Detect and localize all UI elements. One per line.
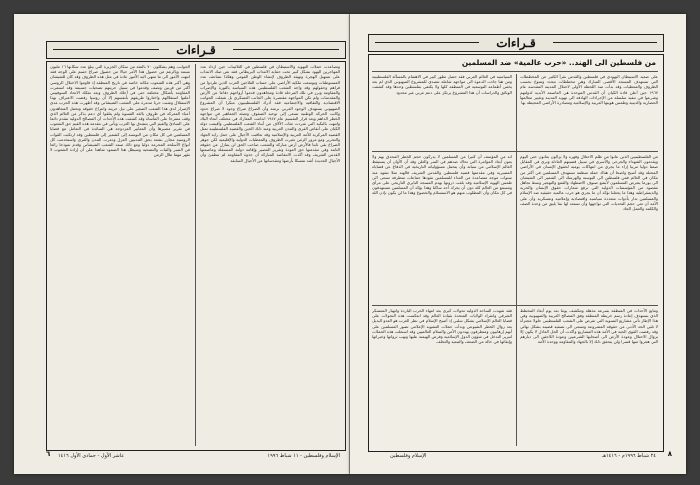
column-divider (195, 64, 196, 446)
article-text: فقد شهدت الساحة الدولية تحولات كبرى بعد انتهاء الحرب الباردة وانهيار المعسكر الشرقي وانفراد الولايات المتحدة بقيادة العالم وقد انعكست هذه التحولات على قضايا العالم الإسلامي بشكل سلبي إذ أصبح الإسلام في نظر الغرب هو العدو البديل بعد زوال الخطر الشيوعي وبدأت حملات التشويه الإعلامي تصور المسلمين على أنهم إرهابيون ومتطرفون يهددون الأمن والسلام العالميين وقد استغلت هذه الحملات لتبرير التدخل في شؤون الدول الإسلامية وفرض الهيمنة عليها ونهب ثرواتها وخيراتها وإبقائها في حالة من الضعف والتبعية والتخلف (372, 308, 512, 345)
left-page-footer-right: الإسلام وفلسطين - ١١ شباط ١٩٩٦ (267, 453, 340, 459)
section-divider (372, 151, 658, 152)
left-page-column-right (200, 64, 340, 446)
headline-underline (372, 71, 658, 72)
left-page-number: ٦ (46, 450, 51, 458)
right-page-top-right-column (520, 74, 658, 148)
right-page-footer-right: ٢٤ شباط ١٩٩٦م - ١٤١٦هـ (601, 453, 656, 459)
left-page-footer-left: عاشر الأول - جمادى الأول ١٤١٦ (58, 453, 125, 459)
right-page (350, 14, 686, 474)
right-page-bottom-left-column (372, 308, 512, 446)
right-page-mid-right-column (520, 154, 658, 302)
article-text: على صعيد الاستيطان اليهودي في فلسطين والقدس نقرأ الكثير عن المخططات التي تستهدف المسجد الأقصى المبارك وهي مخططات تتجدد وتتنوع بحسب الظروف والمعطيات وقد بدأت منذ اللحظة الأولى لاحتلال المدينة المقدسة عام ١٩٦٧ حين أعلن قادة الكيان أن القدس الموحدة هي العاصمة الأبدية لدولتهم وشرعوا في تنفيذ سلسلة من الإجراءات الهادفة الى تهويد المدينة وتغيير معالمها الحضارية والدينية وطمس هويتها العربية والإسلامية ومصادرة الأراضي المحيطة بها (520, 74, 658, 106)
right-page-mid-left-column (372, 154, 512, 302)
left-page-header (46, 41, 346, 59)
article-text: وتصاعدت حملات التهويد والاستيطان في فلسطين في الثلاثينات حين ازداد عدد المهاجرين اليهود بشكل كبير تحت حماية الانتداب البريطاني فقد نص صك الانتداب على تسهيل الهجرة وتهيئة الظروف لإنشاء الوطن القومي وهكذا تضاعف عدد المستوطنات وتوسعت ملكية الأراضي على حساب الفلاحين العرب الذين طردوا من قراهم وحقولهم وقد واجه الشعب الفلسطيني هذه السياسة بالثورة والإضراب والمقاومة وبرز في تلك المرحلة قادة ومجاهدون قدموا أرواحهم دفاعا عن الأرض والمقدسات ولم تكن المواجهة مقتصرة على الجانب العسكري بل شملت الجوانب الاقتصادية والثقافية والاجتماعية فقد أدرك الفلسطينيون مبكرا أن المشروع الصهيوني يستهدف الوجود العربي برمته وأن الصراع صراع وجود لا صراع حدود وكانت الحركة الوطنية تسعى إلى توحيد الصفوف وتعبئة الجماهير في مواجهة الخطر الداهم وبعد قرار التقسيم عام ١٩٤٧ اندلعت المعارك في مختلف أنحاء البلاد وانتهت بالنكبة التي شردت مئات الآلاف من أبناء الشعب الفلسطيني وأقيمت دولة الكيان على أنقاض القرى والمدن العربية ومنذ ذلك الحين والقضية الفلسطينية تمثل القضية المركزية للأمة العربية والإسلامية وقد تعاقبت الأجيال على حمل راية الجهاد والتحرير ومع مرور الزمن تغيرت الظروف والمعطيات الدولية والإقليمية لكن جوهر الصراع بقي ثابتا فالأرض أرض مباركة والشعب صاحب الحق لن يتنازل عن حقوقه الثابتة وفي مقدمتها حق العودة وتقرير المصير وإقامة دولته المستقلة وعاصمتها القدس الشريف وقد أكدت الانتفاضة المباركة أن جذوة المقاومة لم تنطفئ وأن الأجيال الجديدة أشد تمسكا بأرضها ومقدساتها من الأجيال السابقة (200, 64, 340, 163)
right-page-footer-left: الإسلام وفلسطين (390, 453, 427, 459)
article-text: وتتابع الأحداث في المنطقة بسرعة مذهلة وتتكشف يوما بعد يوم أبعاد المخطط الذي يستهدف إعادة رسم خريطة المنطقة وفق المصالح الغربية والصهيونية وفي هذا الإطار تأتي مشاريع التسوية التي تفرض على الشعب الفلسطيني حلولا مجتزأة لا تلبي الحد الأدنى من حقوقه المشروعة وتسعى الى تصفية قضيته بشكل نهائي وقد رفضت القوى الحية في الأمة هذه المشاريع وأكدت أن الحل العادل لا يكون إلا بزوال الاحتلال وعودة الأرض الى أصحابها الشرعيين وعودة اللاجئين الى ديارهم التي هجروا منها قسرا ولن يتحقق ذلك إلا بالجهاد والمقاومة ووحدة الأمة (520, 308, 658, 345)
article-headline: من فلسطين الى الهند.. «حرب عالمية» ضد المسلمين (461, 58, 656, 67)
column-divider (516, 74, 517, 446)
right-page-header (368, 34, 664, 52)
section-divider (372, 305, 658, 306)
right-page-title: قـراءات (496, 36, 536, 50)
article-text: من الفلسطينيين الذين عانوا من ظلم الاحتلال وقهره ولا يزالون يعانون حتى اليوم ويقدمون الشهداء والجرحى والأسرى في سبيل قضيتهم العادلة ونرى في المقابل صمتا دوليا مريبا إزاء ما يجري من انتهاكات يومية لحقوق الإنسان في الأراضي المحتلة وقد أصبح واضحا أن هناك حملة منظمة تستهدف المسلمين في أكثر من مكان في العالم فمن فلسطين الى البوسنة والهرسك الى كشمير الى الشيشان الى بورما يتعرض المسلمون لأبشع صنوف الاضطهاد والقمع والتهجير وسط تجاهل مقصود من المؤسسات الدولية التي ترفع شعارات حقوق الإنسان والحرية والديمقراطية وهذا ما يجعلنا نؤكد أن ما يجري هو حرب عالمية حقيقية ضد الإسلام والمسلمين تدار بأدوات متعددة سياسية واقتصادية وإعلامية وعسكرية وأن على الأمة أن تعي حجم التحديات التي تواجهها وأن تستعد لها بما يليق من وحدة الصف والكلمة والعمل الجاد (520, 154, 658, 212)
right-page-number: ٨ (667, 450, 672, 458)
right-page-top-left-column (372, 74, 512, 148)
left-page-column-left (50, 64, 190, 446)
left-page-title: قـراءات (176, 43, 216, 57)
article-text: الجوانب وهم يشكلون ٧٠ بالمئة من سكان الجزيرة التي يبلغ عدد سكانها ١٦ مليون نسمة وبالرغم من حصول هذا الأمر حيالا من حصول صراع حسم على الوجه فقد انتهت الأمور الى ما تنتهي اليه الأمور عادة في مثل هذه الظروف وقد كان للشيشان وهي أكبر هذه الشعوب مكانة خاصة في تاريخ المنطقة إذ قاوموا الاحتلال الروسي أكثر من قرنين ونصف وقدموا في سبيل حريتهم تضحيات جسيمة وقد استمرت المقاومة بأشكال مختلفة حتى في أحلك الظروف وبعد تفكك الاتحاد السوفييتي أعلنوا استقلالهم واختاروا طريقهم بأنفسهم إلا أن روسيا رفضت الاعتراف بهذا الاستقلال وشنت حربا مدمرة على الشعب الشيشاني وقد أظهرت هذه الحرب مدى الإصرار لدى هذا الشعب الصغير على نيل حريته وانتزاع حقوقه وتحمل المجاهدون أعباء المعركة في ظروف بالغة القسوة ولم يتلقوا أي دعم يذكر من العالم الذي وقف متفرجا على المأساة وقد كشفت هذه الأحداث أن المصالح الدولية تتقدم دائما على المبادئ والقيم التي يتشدق بها الغرب ويأتي في مقدمة هذه القيم حق الشعوب في تقرير مصيرها وأن المعايير المزدوجة هي السائدة في التعامل مع قضايا المسلمين في كل مكان من البوسنة إلى كشمير إلى فلسطين وقد ارتكبت القوات الروسية مجازر بشعة بحق المدنيين العزل ودمرت المدن والقرى واستخدمت كل أنواع الأسلحة المحرمة دوليا ومع ذلك صمد الشعب الشيشاني وقدم نموذجا رائعا في الصبر والثبات والتضحية وسيظل هذا الصمود شاهدا على أن إرادة الشعوب لا تقهر مهما طال الزمن (50, 64, 190, 158)
right-page-bottom-right-column (520, 308, 658, 446)
article-text: السياسية في العالم العربي فقد حصل تطور كبير في الاهتمام بالمسألة الفلسطينية ومن هنا جاءت الدعوة الى مواجهة شاملة تتصدى للمشروع الصهيوني الذي لم يعد يخفي أطماعه التوسعية في المنطقة كلها ولا يكتفي بفلسطين وحدها وقد كشفت الوثائق والدراسات أن هذا المشروع يرتكز على دعم غربي غير محدود (372, 74, 512, 95)
article-text: انه من المؤسف أن كثيرا من المسلمين لا يدركون حجم الخطر المحدق بهم ولا يعون أبعاد المؤامرة التي تحاك ضدهم في السر والعلن وقد آن الأوان أن يستيقظ العالم الإسلامي من سباته وأن يتحمل مسؤولياته التاريخية في الدفاع عن قضاياه المصيرية وفي مقدمتها قضية فلسطين والقدس الشريف فالهند مثلا تشهد منذ سنوات موجة متصاعدة من العداء للمسلمين تقودها جماعات متطرفة تسعى الى طمس الهوية الإسلامية وقد بلغت ذروتها بهدم المسجد البابري التاريخي على مرأى ومسمع من العالم كله دون أن يحرك أحد ساكنا وهذا يؤكد أن المسلمين مستهدفون في كل مكان وأن المطلوب منهم هو الاستسلام والخضوع وهذا ما لن يكون بإذن الله (372, 154, 512, 196)
left-page (14, 14, 350, 474)
